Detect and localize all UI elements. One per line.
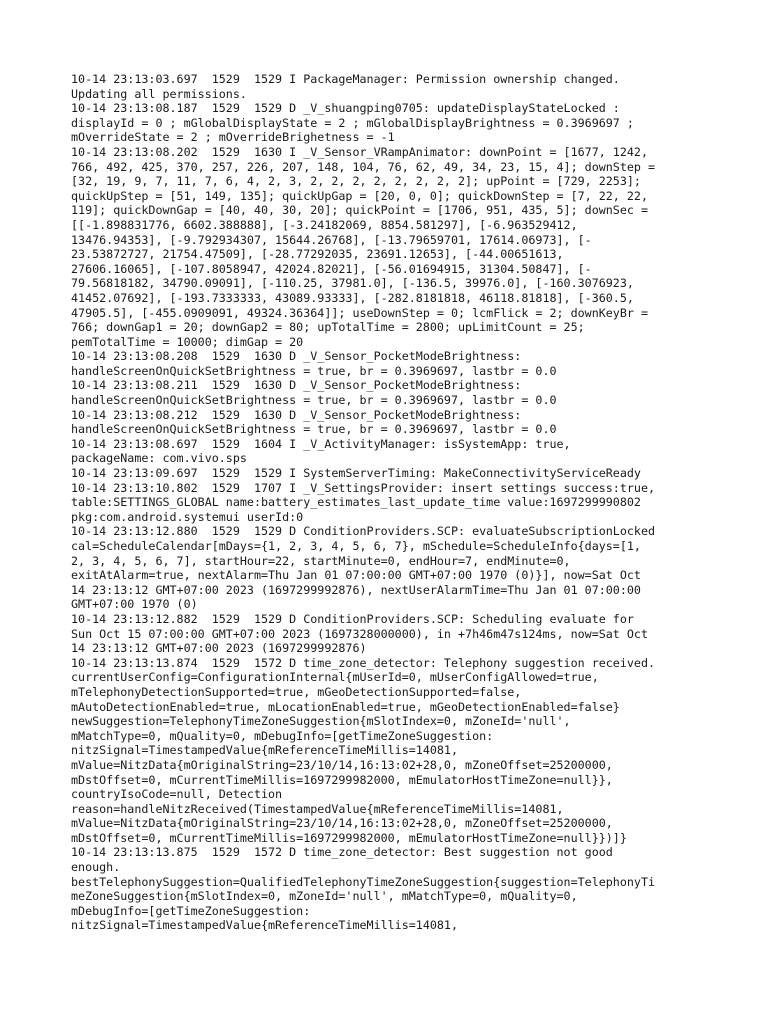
log-line: quickUpStep = [51, 149, 135]; quickUpGap = [20, 0, 0]; quickDownStep = [7, 22, 22, bbox=[71, 188, 648, 203]
log-line: newSuggestion=TelephonyTimeZoneSuggestion{mSlotIndex=0, mZoneId='null', bbox=[71, 714, 571, 729]
log-line: mTelephonyDetectionSupported=true, mGeoDetectionSupported=false, bbox=[71, 684, 522, 699]
log-line: 27606.16065], [-107.8058947, 42024.82021], [-56.01694915, 31304.50847], [- bbox=[71, 261, 592, 276]
log-line: nitzSignal=TimestampedValue{mReferenceTimeMillis=14081, bbox=[71, 743, 459, 758]
log-line: currentUserConfig=ConfigurationInternal{mUserId=0, mUserConfigAllowed=true, bbox=[71, 670, 599, 685]
log-line: displayId = 0 ; mGlobalDisplayState = 2 ; mGlobalDisplayBrightness = 0.3969697 ; bbox=[71, 115, 634, 130]
log-line: [[-1.898831776, 6602.388888], [-3.24182069, 8854.581297], [-6.963529412, bbox=[71, 217, 578, 232]
log-line: handleScreenOnQuickSetBrightness = true, br = 0.3969697, lastbr = 0.0 bbox=[71, 393, 557, 408]
log-line: 14 23:13:12 GMT+07:00 2023 (1697299992876), nextUserAlarmTime=Thu Jan 01 07:00:00 bbox=[71, 582, 641, 597]
log-line: 14 23:13:12 GMT+07:00 2023 (1697299992876) bbox=[71, 641, 367, 656]
log-line: mDstOffset=0, mCurrentTimeMillis=1697299982000, mEmulatorHostTimeZone=null}})]} bbox=[71, 830, 627, 845]
log-line: 119]; quickDownGap = [40, 40, 30, 20]; quickPoint = [1706, 951, 435, 5]; downSec = bbox=[71, 203, 648, 218]
log-line: mAutoDetectionEnabled=true, mLocationEnabled=true, mGeoDetectionEnabled=false} bbox=[71, 699, 620, 714]
log-line: mOverrideState = 2 ; mOverrideBrighetness = -1 bbox=[71, 130, 395, 145]
log-line: 10-14 23:13:12.880 1529 1529 D ConditionProviders.SCP: evaluateSubscriptionLocked bbox=[71, 524, 656, 539]
log-line: 79.56818182, 34790.09091], [-110.25, 37981.0], [-136.5, 39976.0], [-160.3076923, bbox=[71, 276, 634, 291]
log-line: 10-14 23:13:08.208 1529 1630 D _V_Sensor_PocketModeBrightness: bbox=[71, 349, 522, 364]
log-line: 10-14 23:13:08.187 1529 1529 D _V_shuangping0705: updateDisplayStateLocked : bbox=[71, 101, 620, 116]
log-line: enough. bbox=[71, 860, 121, 875]
log-line: 10-14 23:13:03.697 1529 1529 I PackageManager: Permission ownership changed. bbox=[71, 72, 620, 86]
log-line: 10-14 23:13:12.882 1529 1529 D ConditionProviders.SCP: Scheduling evaluate for bbox=[71, 611, 634, 626]
log-line: Updating all permissions. bbox=[71, 86, 247, 101]
log-line: 10-14 23:13:08.697 1529 1604 I _V_ActivityManager: isSystemApp: true, bbox=[71, 436, 571, 451]
log-line: table:SETTINGS_GLOBAL name:battery_estimates_last_update_time value:1697299990802 bbox=[71, 495, 641, 510]
log-line: exitAtAlarm=true, nextAlarm=Thu Jan 01 07:00:00 GMT+07:00 1970 (0)}], now=Sat Oct bbox=[71, 568, 641, 583]
log-line: 41452.07692], [-193.7333333, 43089.93333], [-282.8181818, 46118.81818], [-360.5, bbox=[71, 290, 634, 305]
log-line: mValue=NitzData{mOriginalString=23/10/14,16:13:02+28,0, mZoneOffset=25200000, bbox=[71, 757, 613, 772]
log-line: countryIsoCode=null, Detection bbox=[71, 787, 283, 802]
log-line: 10-14 23:13:08.202 1529 1630 I _V_Sensor_VRampAnimator: downPoint = [1677, 1242, bbox=[71, 144, 648, 159]
log-line: reason=handleNitzReceived(TimestampedValue{mReferenceTimeMillis=14081, bbox=[71, 801, 564, 816]
log-line: [32, 19, 9, 7, 11, 7, 6, 4, 2, 3, 2, 2, 2, 2, 2, 2, 2, 2]; upPoint = [729, 2253]; bbox=[71, 174, 641, 189]
log-line: nitzSignal=TimestampedValue{mReferenceTimeMillis=14081, bbox=[71, 918, 459, 933]
log-line: mDebugInfo=[getTimeZoneSuggestion: bbox=[71, 903, 311, 918]
log-line: meZoneSuggestion{mSlotIndex=0, mZoneId='null', mMatchType=0, mQuality=0, bbox=[71, 889, 578, 904]
log-line: 2, 3, 4, 5, 6, 7], startHour=22, startMinute=0, endHour=7, endMinute=0, bbox=[71, 553, 571, 568]
log-line: packageName: com.vivo.sps bbox=[71, 451, 247, 466]
log-line: mValue=NitzData{mOriginalString=23/10/14,16:13:02+28,0, mZoneOffset=25200000, bbox=[71, 816, 613, 831]
log-line: bestTelephonySuggestion=QualifiedTelephonyTimeZoneSuggestion{suggestion=TelephonyTi bbox=[71, 874, 656, 889]
log-line: pkg:com.android.systemui userId:0 bbox=[71, 509, 304, 524]
log-line: Sun Oct 15 07:00:00 GMT+07:00 2023 (1697328000000), in +7h46m47s124ms, now=Sat Oct bbox=[71, 626, 648, 641]
log-line: mMatchType=0, mQuality=0, mDebugInfo=[getTimeZoneSuggestion: bbox=[71, 728, 494, 743]
log-line: handleScreenOnQuickSetBrightness = true, br = 0.3969697, lastbr = 0.0 bbox=[71, 363, 557, 378]
log-line: 766, 492, 425, 370, 257, 226, 207, 148, 104, 76, 62, 49, 34, 23, 15, 4]; downStep = bbox=[71, 159, 656, 174]
log-line: 10-14 23:13:13.875 1529 1572 D time_zone_detector: Best suggestion not good bbox=[71, 845, 613, 860]
log-line: pemTotalTime = 10000; dimGap = 20 bbox=[71, 334, 304, 349]
log-line: GMT+07:00 1970 (0) bbox=[71, 597, 198, 612]
log-line: 10-14 23:13:10.802 1529 1707 I _V_SettingsProvider: insert settings success:true, bbox=[71, 480, 656, 495]
log-line: 10-14 23:13:08.212 1529 1630 D _V_Sensor_PocketModeBrightness: bbox=[71, 407, 522, 422]
log-line: 13476.94353], [-9.792934307, 15644.26768], [-13.79659701, 17614.06973], [- bbox=[71, 232, 592, 247]
log-line: 47905.5], [-455.0909091, 49324.36364]]; useDownStep = 0; lcmFlick = 2; downKeyBr = bbox=[71, 305, 648, 320]
log-line: 23.53872727, 21754.47509], [-28.77292035, 23691.12653], [-44.00651613, bbox=[71, 247, 564, 262]
log-line: cal=ScheduleCalendar[mDays={1, 2, 3, 4, 5, 6, 7}, mSchedule=ScheduleInfo{days=[1, bbox=[71, 539, 641, 553]
log-line: 10-14 23:13:09.697 1529 1529 I SystemServerTiming: MakeConnectivityServiceReady bbox=[71, 466, 641, 481]
log-line: 766; downGap1 = 20; downGap2 = 80; upTotalTime = 2800; upLimitCount = 25; bbox=[71, 320, 585, 335]
log-line: 10-14 23:13:13.874 1529 1572 D time_zone_detector: Telephony suggestion received. bbox=[71, 655, 656, 670]
log-text-block bbox=[71, 72, 711, 933]
log-line: mDstOffset=0, mCurrentTimeMillis=1697299982000, mEmulatorHostTimeZone=null}}, bbox=[71, 772, 613, 787]
log-line: handleScreenOnQuickSetBrightness = true, br = 0.3969697, lastbr = 0.0 bbox=[71, 422, 557, 437]
log-line: 10-14 23:13:08.211 1529 1630 D _V_Sensor_PocketModeBrightness: bbox=[71, 378, 522, 393]
